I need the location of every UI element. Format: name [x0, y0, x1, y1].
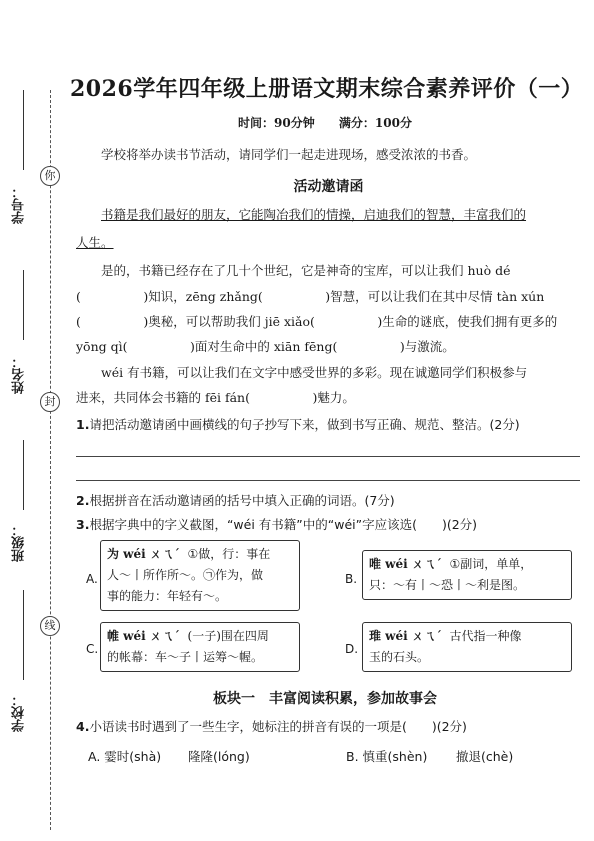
question-2-number: 2. — [76, 493, 90, 508]
entry-d-line2: 玉的石头。 — [369, 650, 430, 664]
entry-c-line2: 的帐幕：车～子丨运筹～幄。 — [107, 650, 264, 664]
question-4-number: 4. — [76, 719, 90, 734]
entry-c-line1: (一子)围在四周 — [187, 629, 269, 643]
class-line — [23, 440, 24, 510]
name-line — [23, 270, 24, 340]
section-1-title: 板块一 丰富阅读积累，参加故事会 — [213, 691, 437, 707]
question-1-number: 1. — [76, 417, 90, 432]
seal-ni: 你 — [40, 166, 60, 186]
question-4 — [76, 718, 581, 736]
entry-a-line3: 事的能力：年轻有～。 — [107, 589, 228, 603]
choice-a-word2[interactable]: 隆隆(lóng) — [188, 749, 250, 764]
exam-time: 时间：90分钟 — [238, 116, 315, 130]
entry-b-headword: 唯 wéi ㄨㄟˊ — [369, 557, 442, 571]
school-line — [23, 590, 24, 680]
binding-dashed-line — [50, 90, 51, 830]
exam-score: 满分：100分 — [338, 116, 412, 130]
invitation-sentence-end — [76, 234, 581, 252]
dictionary-entry-d[interactable] — [362, 622, 572, 672]
option-c-letter[interactable]: C. — [86, 642, 99, 656]
question-3-text: 根据字典中的字义截图，“wéi 有书籍”中的“wéi”字应该选( )(2分) — [89, 517, 478, 532]
answer-line-1[interactable] — [76, 456, 580, 457]
entry-b-line1: ①副词，单单， — [449, 557, 533, 571]
choice-a-word1[interactable]: A. 霎时(shà) — [88, 749, 162, 764]
question-1-text: 请把活动邀请函中画横线的句子抄写下来，做到书写正确、规范、整洁。(2分) — [89, 417, 520, 432]
entry-c-headword: 帷 wéi ㄨㄟˊ — [107, 629, 180, 643]
binding-margin — [0, 0, 68, 841]
invitation-line-2: ( )知识，zēng zhǎng( )智慧，可以让我们在其中尽情 tàn xún — [76, 289, 545, 304]
entry-a-line2: 人～丨所作所～。㉠作为，做 — [107, 568, 264, 582]
question-4-text: 小语读书时遇到了一些生字，她标注的拼音有误的一项是( )(2分) — [89, 719, 467, 734]
invitation-line-1: 是的，书籍已经存在了几十个世纪，它是神奇的宝库，可以让我们 huò dé — [101, 263, 511, 278]
seal-xian: 线 — [40, 616, 60, 636]
invitation-line-5: wéi 有书籍，可以让我们在文字中感受世界的多彩。现在诚邀同学们积极参与 — [101, 365, 528, 380]
entry-a-line1: ①做，行：事在 — [187, 547, 271, 561]
student-number-line — [23, 90, 24, 170]
entry-d-line1: 古代指一种像 — [449, 629, 522, 643]
exam-meta — [70, 114, 580, 131]
dictionary-entry-b[interactable] — [362, 550, 572, 600]
question-3-number: 3. — [76, 517, 90, 532]
invitation-line-3: ( )奥秘，可以帮助我们 jiē xiǎo( )生命的谜底，使我们拥有更多的 — [76, 314, 558, 329]
invitation-underlined-sentence: 书籍是我们最好的朋友，它能陶冶我们的情操，启迪我们的智慧，丰富我们的 — [101, 207, 527, 222]
entry-a-headword: 为 wéi ㄨㄟˊ — [107, 547, 180, 561]
invitation-heading: 活动邀请函 — [293, 179, 364, 195]
seal-feng: 封 — [40, 392, 60, 412]
class-label: 班级： — [12, 523, 27, 563]
option-a-letter[interactable]: A. — [86, 572, 98, 586]
choice-b-word2[interactable]: 撤退(chè) — [456, 749, 514, 764]
page-title: 2026学年四年级上册语文期末综合素养评价（一） — [70, 76, 584, 102]
option-b-letter[interactable]: B. — [345, 572, 358, 586]
entry-d-headword: 琟 wéi ㄨㄟˊ — [369, 629, 442, 643]
dictionary-entry-a[interactable] — [100, 540, 300, 611]
entry-b-line2: 只：～有丨～恐丨～利是图。 — [369, 578, 526, 592]
invitation-underlined-end: 人生。 — [76, 235, 114, 250]
question-2 — [76, 492, 581, 510]
name-label: 姓名： — [12, 355, 27, 395]
intro-text: 学校将举办读书节活动，请同学们一起走进现场，感受浓浓的书香。 — [101, 147, 477, 162]
question-2-text: 根据拼音在活动邀请函的括号中填入正确的词语。(7分) — [89, 493, 395, 508]
option-d-letter[interactable]: D. — [345, 642, 359, 656]
choice-b-word1[interactable]: B. 慎重(shèn) — [346, 749, 428, 764]
question-3 — [76, 516, 581, 534]
invitation-line-6: 进来，共同体会书籍的 fēi fán( )魅力。 — [76, 390, 355, 405]
student-number-label: 学号： — [12, 185, 27, 225]
question-1 — [76, 416, 581, 434]
answer-line-2[interactable] — [76, 480, 580, 481]
school-label: 学校： — [12, 693, 27, 733]
invitation-line-4: yōng qì( )面对生命中的 xiān fēng( )与激流。 — [76, 339, 455, 354]
dictionary-entry-c[interactable] — [100, 622, 300, 672]
